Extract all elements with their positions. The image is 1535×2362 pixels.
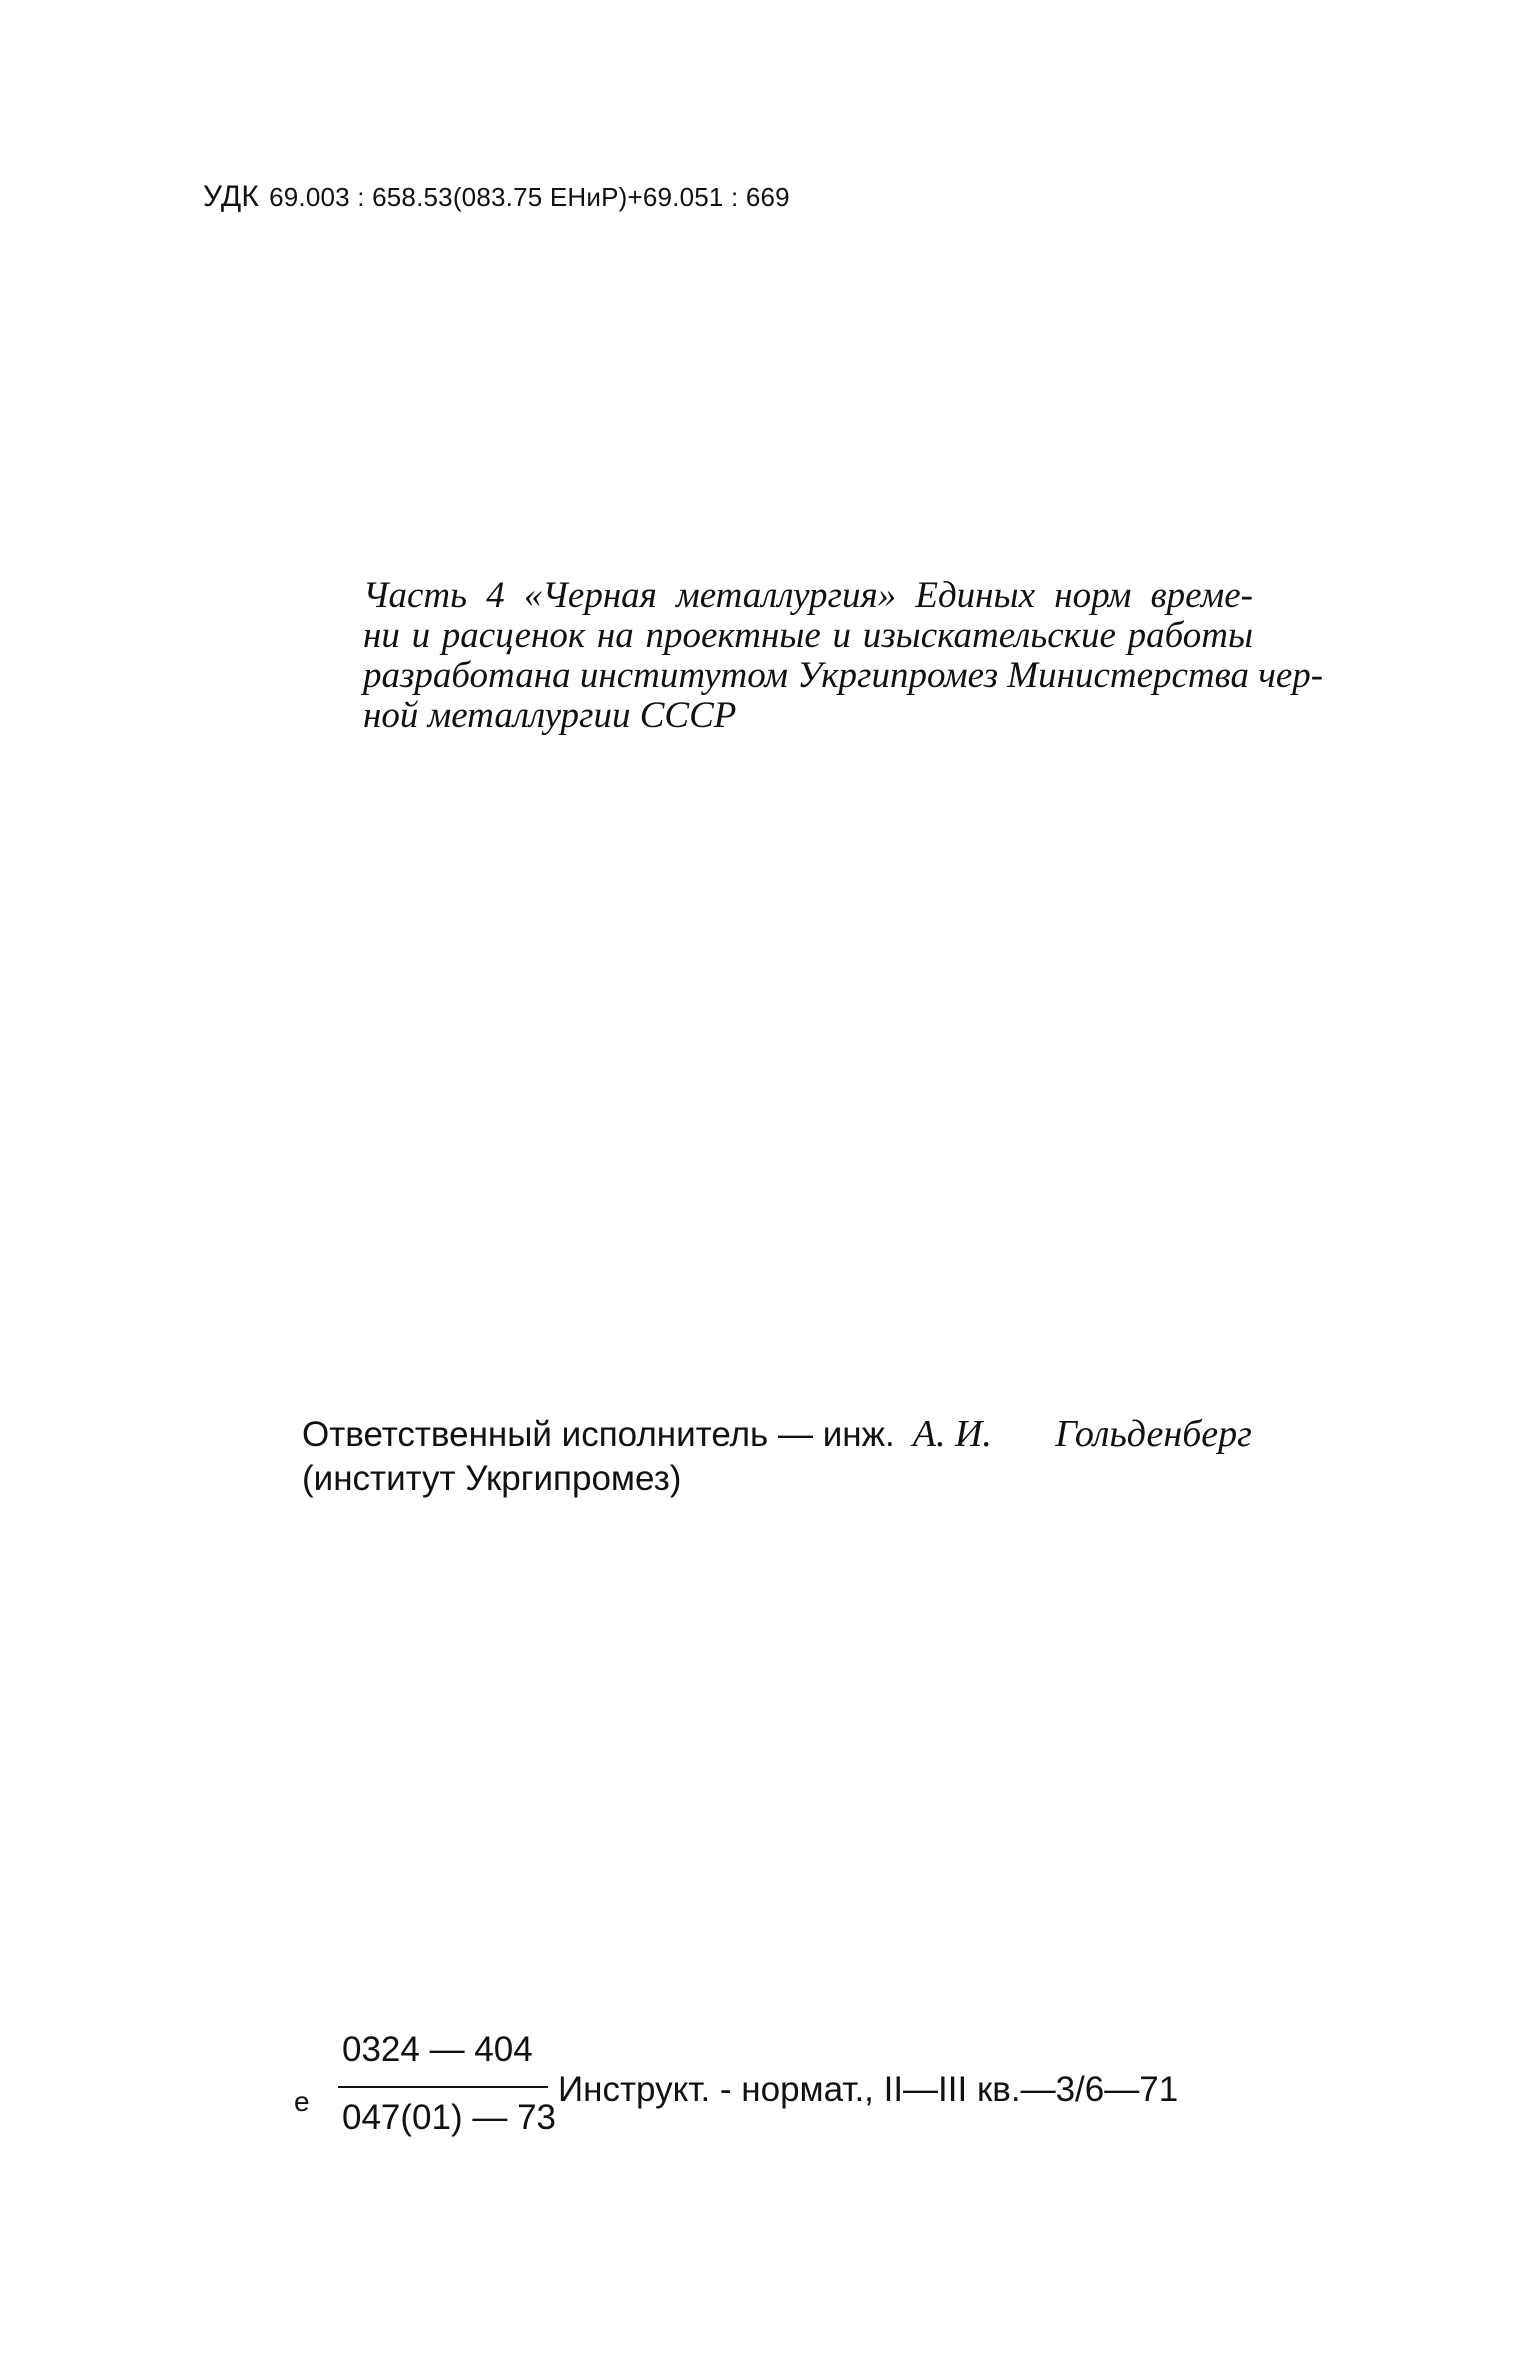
notice-line-3: разработана институтом Укргипромез Министерства чер- xyxy=(363,655,1324,696)
udk-code: 69.003 : 658.53(083.75 ЕНиР)+69.051 : 669 xyxy=(269,182,790,212)
imprint-mark: e xyxy=(294,2086,310,2117)
responsible-organization: (институт Укргипромез) xyxy=(302,1459,682,1498)
responsible-initials: А. И. xyxy=(912,1413,992,1455)
imprint-code xyxy=(294,2030,1254,2150)
fraction-bar xyxy=(338,2086,548,2088)
udk-label: УДК xyxy=(203,180,260,213)
development-notice xyxy=(363,575,1324,736)
responsible-surname: Гольденберг xyxy=(1055,1413,1252,1455)
notice-line-2: ни и расценок на проектные и изыскательские работы xyxy=(363,615,1253,656)
notice-line-1: Часть 4 «Черная металлургия» Единых норм време- xyxy=(363,575,1253,616)
responsible-role: Ответственный исполнитель — инж. xyxy=(302,1415,895,1454)
responsible-executor xyxy=(302,1412,1252,1501)
responsible-row xyxy=(302,1412,1252,1457)
imprint-numerator: 0324 — 404 xyxy=(342,2030,533,2069)
notice-line-4: ной металлургии СССР xyxy=(363,695,737,736)
imprint-denominator: 047(01) — 73 xyxy=(342,2098,557,2137)
udk-line xyxy=(203,180,790,214)
imprint-tail: Инструкт. - нормат., II—III кв.—3/6—71 xyxy=(558,2070,1179,2109)
responsible-role-group xyxy=(302,1412,992,1457)
